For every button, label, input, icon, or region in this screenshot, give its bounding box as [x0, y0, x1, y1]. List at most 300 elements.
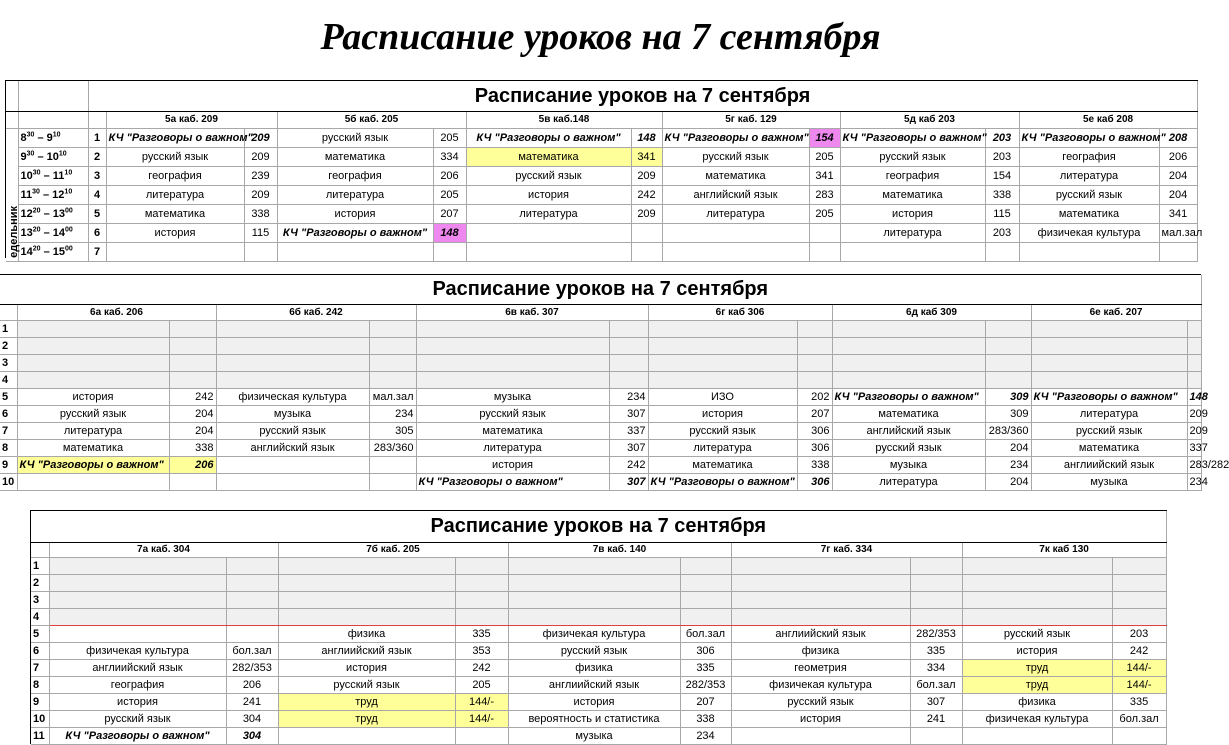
subject-cell: русский язык — [648, 423, 797, 440]
room-cell: 341 — [631, 148, 662, 167]
lesson-time: $9^{30} - 10^{10}$ — [18, 148, 88, 167]
room-cell: 306 — [797, 423, 832, 440]
lesson-number: 6 — [31, 643, 49, 660]
class-header: 5а каб. 209 — [106, 112, 277, 129]
subject-cell: музыка — [416, 389, 609, 406]
subject-cell — [216, 321, 369, 338]
room-cell — [369, 474, 416, 491]
subject-cell: литература — [1019, 167, 1159, 186]
page-title: Расписание уроков на 7 сентября — [320, 16, 881, 58]
room-cell: 204 — [1159, 167, 1197, 186]
subject-cell: литература — [662, 205, 809, 224]
lesson-time: $8^{30} - 9^{10}$ — [18, 129, 88, 148]
subject-cell: математика — [416, 423, 609, 440]
room-cell: 209 — [1187, 423, 1201, 440]
subject-cell: физика — [731, 643, 910, 660]
room-cell: 207 — [433, 205, 466, 224]
subject-cell: физика — [962, 694, 1112, 711]
subject-cell: физичекая культура — [508, 626, 680, 643]
lesson-number: 1 — [0, 321, 17, 338]
room-cell — [680, 575, 731, 592]
corner-cell — [0, 305, 17, 321]
room-cell: 283/360 — [985, 423, 1031, 440]
room-cell: 203 — [1112, 626, 1166, 643]
subject-cell — [648, 372, 797, 389]
room-cell — [369, 355, 416, 372]
subject-cell — [731, 609, 910, 626]
lesson-number: 4 — [88, 186, 106, 205]
room-cell — [609, 372, 648, 389]
room-cell: 204 — [1159, 186, 1197, 205]
class-header: 7б каб. 205 — [278, 543, 508, 558]
room-cell — [369, 372, 416, 389]
subject-cell: ИЗО — [648, 389, 797, 406]
class-header: 6е каб. 207 — [1031, 305, 1201, 321]
schedule-title: Расписание уроков на 7 сентября — [88, 81, 1197, 112]
room-cell: 242 — [169, 389, 216, 406]
room-cell: 283/282 — [1187, 457, 1201, 474]
room-cell: 335 — [455, 626, 508, 643]
room-cell — [1187, 355, 1201, 372]
subject-cell: география — [277, 167, 433, 186]
room-cell — [1112, 728, 1166, 745]
subject-cell — [508, 558, 680, 575]
room-cell: 154 — [985, 167, 1019, 186]
time-start-hour: 10 — [20, 170, 33, 182]
subject-cell: история — [962, 643, 1112, 660]
room-cell — [369, 338, 416, 355]
room-cell — [1159, 243, 1197, 262]
subject-cell: математика — [1031, 440, 1187, 457]
room-cell: 204 — [169, 406, 216, 423]
room-cell: 144/- — [455, 694, 508, 711]
subject-cell: литература — [416, 440, 609, 457]
room-cell: бол.зал — [1112, 711, 1166, 728]
subject-cell — [1031, 338, 1187, 355]
subject-cell — [216, 474, 369, 491]
room-cell: 341 — [809, 167, 840, 186]
subject-cell — [416, 321, 609, 338]
time-end-hour: 11 — [52, 170, 65, 182]
room-cell: 148 — [1187, 389, 1201, 406]
room-cell — [169, 355, 216, 372]
room-cell: 306 — [797, 474, 832, 491]
room-cell: 205 — [433, 129, 466, 148]
room-cell: бол.зал — [910, 677, 962, 694]
lesson-time: $12^{20} - 13^{00}$ — [18, 205, 88, 224]
room-cell: 234 — [1187, 474, 1201, 491]
class-header: 7г каб. 334 — [731, 543, 962, 558]
room-cell: 234 — [369, 406, 416, 423]
schedule-grade6 — [0, 274, 1229, 493]
room-cell: 209 — [244, 148, 277, 167]
subject-cell: история — [17, 389, 169, 406]
subject-cell — [466, 243, 631, 262]
subject-cell: история — [416, 457, 609, 474]
room-cell — [910, 558, 962, 575]
subject-cell: литература — [106, 186, 244, 205]
time-start-min: 30 — [32, 188, 40, 196]
room-cell: бол.зал — [680, 626, 731, 643]
room-cell: 282/353 — [226, 660, 278, 677]
subject-cell: математика — [662, 167, 809, 186]
subject-cell: КЧ "Разговоры о важном" — [840, 129, 985, 148]
room-cell — [797, 372, 832, 389]
room-cell: 338 — [797, 457, 832, 474]
subject-cell — [49, 575, 226, 592]
subject-cell: русский язык — [1031, 423, 1187, 440]
room-cell: 206 — [226, 677, 278, 694]
room-cell — [169, 338, 216, 355]
subject-cell: английский язык — [832, 423, 985, 440]
subject-cell: история — [277, 205, 433, 224]
class-header: 6б каб. 242 — [216, 305, 416, 321]
class-header: 7в каб. 140 — [508, 543, 731, 558]
room-cell — [226, 558, 278, 575]
room-cell: 207 — [797, 406, 832, 423]
lesson-number: 2 — [88, 148, 106, 167]
lesson-number: 11 — [31, 728, 49, 745]
lesson-number: 3 — [0, 355, 17, 372]
subject-cell: КЧ "Разговоры о важном" — [277, 224, 433, 243]
subject-cell — [962, 558, 1112, 575]
room-cell: 206 — [169, 457, 216, 474]
room-cell: 234 — [609, 389, 648, 406]
class-header: 7к каб 130 — [962, 543, 1166, 558]
room-cell — [631, 243, 662, 262]
room-cell: 305 — [369, 423, 416, 440]
room-cell: 242 — [1112, 643, 1166, 660]
subject-cell — [832, 321, 985, 338]
lesson-number: 10 — [31, 711, 49, 728]
subject-cell — [731, 592, 910, 609]
corner-cell — [6, 112, 18, 129]
subject-cell — [49, 558, 226, 575]
room-cell: 335 — [910, 643, 962, 660]
subject-cell: КЧ "Разговоры о важном" — [648, 474, 797, 491]
room-cell: 307 — [910, 694, 962, 711]
room-cell: 306 — [797, 440, 832, 457]
subject-cell: КЧ "Разговоры о важном" — [106, 129, 244, 148]
subject-cell: геометрия — [731, 660, 910, 677]
subject-cell: труд — [278, 694, 455, 711]
room-cell — [455, 592, 508, 609]
room-cell: 335 — [1112, 694, 1166, 711]
subject-cell: география — [840, 167, 985, 186]
room-cell — [226, 575, 278, 592]
subject-cell: англиийский язык — [49, 660, 226, 677]
weekday-text: едельник — [8, 206, 20, 258]
subject-cell — [962, 728, 1112, 745]
subject-cell: русский язык — [277, 129, 433, 148]
room-cell: 241 — [226, 694, 278, 711]
lesson-number: 7 — [0, 423, 17, 440]
room-cell: мал.зал — [369, 389, 416, 406]
lesson-number: 2 — [31, 575, 49, 592]
subject-cell: математика — [840, 186, 985, 205]
room-cell: 334 — [910, 660, 962, 677]
room-cell: 154 — [809, 129, 840, 148]
room-cell — [985, 372, 1031, 389]
room-cell — [369, 457, 416, 474]
lesson-time: $10^{30} - 11^{10}$ — [18, 167, 88, 186]
corner-cell — [18, 112, 88, 129]
room-cell: 307 — [609, 474, 648, 491]
subject-cell — [49, 592, 226, 609]
time-start-min: 20 — [32, 207, 41, 215]
room-cell — [455, 728, 508, 745]
subject-cell: КЧ "Разговоры о важном" — [17, 457, 169, 474]
subject-cell — [648, 321, 797, 338]
lesson-number: 3 — [31, 592, 49, 609]
room-cell: 338 — [680, 711, 731, 728]
room-cell — [809, 224, 840, 243]
subject-cell — [508, 609, 680, 626]
time-end-hour: 10 — [46, 151, 59, 163]
subject-cell: математика — [106, 205, 244, 224]
time-start-hour: 9 — [20, 151, 27, 163]
subject-cell: математика — [17, 440, 169, 457]
subject-cell: английский язык — [216, 440, 369, 457]
room-cell: 283 — [809, 186, 840, 205]
room-cell: 334 — [433, 148, 466, 167]
subject-cell — [662, 243, 809, 262]
room-cell — [1187, 338, 1201, 355]
room-cell — [797, 355, 832, 372]
room-cell — [1187, 372, 1201, 389]
room-cell — [809, 243, 840, 262]
subject-cell: русский язык — [662, 148, 809, 167]
room-cell: 209 — [631, 205, 662, 224]
subject-cell: КЧ "Разговоры о важном" — [1019, 129, 1159, 148]
corner-cell — [88, 112, 106, 129]
subject-cell — [278, 592, 455, 609]
room-cell — [797, 338, 832, 355]
subject-cell: англиийский язык — [278, 643, 455, 660]
room-cell — [226, 626, 278, 643]
time-start-hour: 12 — [20, 208, 33, 220]
subject-cell: русский язык — [216, 423, 369, 440]
room-cell: 234 — [985, 457, 1031, 474]
room-cell — [985, 321, 1031, 338]
subject-cell: история — [466, 186, 631, 205]
room-cell — [244, 243, 277, 262]
subject-cell: физическая культура — [216, 389, 369, 406]
time-start-min: 30 — [26, 150, 35, 158]
subject-cell: физичекая культура — [731, 677, 910, 694]
lesson-number: 6 — [0, 406, 17, 423]
room-cell: 338 — [985, 186, 1019, 205]
subject-cell — [216, 372, 369, 389]
subject-cell: английский язык — [662, 186, 809, 205]
lesson-time: $11^{30} - 12^{10}$ — [18, 186, 88, 205]
room-cell — [609, 321, 648, 338]
room-cell — [910, 575, 962, 592]
room-cell: 208 — [1159, 129, 1197, 148]
room-cell — [797, 321, 832, 338]
room-cell: 282/353 — [680, 677, 731, 694]
subject-cell: история — [508, 694, 680, 711]
room-cell — [169, 372, 216, 389]
subject-cell: география — [106, 167, 244, 186]
room-cell — [680, 592, 731, 609]
subject-cell — [648, 355, 797, 372]
subject-cell — [49, 609, 226, 626]
time-start-hour: 13 — [20, 227, 33, 239]
lesson-number: 2 — [0, 338, 17, 355]
lesson-number: 7 — [88, 243, 106, 262]
room-cell — [455, 558, 508, 575]
subject-cell: КЧ "Разговоры о важном" — [1031, 389, 1187, 406]
time-start-min: 20 — [32, 245, 41, 253]
subject-cell — [17, 338, 169, 355]
room-cell: 242 — [631, 186, 662, 205]
subject-cell — [216, 355, 369, 372]
subject-cell: русский язык — [832, 440, 985, 457]
subject-cell: КЧ "Разговоры о важном" — [832, 389, 985, 406]
subject-cell: русский язык — [106, 148, 244, 167]
subject-cell — [648, 338, 797, 355]
subject-cell: литература — [648, 440, 797, 457]
subject-cell — [17, 321, 169, 338]
room-cell — [226, 609, 278, 626]
lesson-number: 1 — [31, 558, 49, 575]
room-cell — [910, 592, 962, 609]
subject-cell: математика — [466, 148, 631, 167]
subject-cell: история — [840, 205, 985, 224]
room-cell: 338 — [169, 440, 216, 457]
time-start-min: 20 — [32, 226, 41, 234]
schedule-title: Расписание уроков на 7 сентября — [31, 511, 1166, 543]
room-cell: 205 — [433, 186, 466, 205]
room-cell: 282/353 — [910, 626, 962, 643]
subject-cell: труд — [962, 660, 1112, 677]
time-end-min: 00 — [65, 207, 73, 215]
class-header: 5г каб. 129 — [662, 112, 840, 129]
subject-cell: русский язык — [278, 677, 455, 694]
subject-cell: история — [278, 660, 455, 677]
lesson-number: 6 — [88, 224, 106, 243]
subject-cell — [278, 609, 455, 626]
subject-cell: вероятность и статистика — [508, 711, 680, 728]
room-cell: 309 — [985, 389, 1031, 406]
room-cell — [433, 243, 466, 262]
time-end-min: 10 — [64, 169, 73, 177]
subject-cell — [731, 558, 910, 575]
subject-cell: физика — [278, 626, 455, 643]
room-cell — [680, 558, 731, 575]
lesson-number: 8 — [0, 440, 17, 457]
lesson-number: 5 — [0, 389, 17, 406]
time-start-hour: 14 — [20, 246, 33, 258]
room-cell: 206 — [1159, 148, 1197, 167]
subject-cell: история — [648, 406, 797, 423]
lesson-number: 9 — [0, 457, 17, 474]
room-cell: бол.зал — [226, 643, 278, 660]
subject-cell — [416, 355, 609, 372]
subject-cell: литература — [832, 474, 985, 491]
room-cell: 337 — [609, 423, 648, 440]
time-start-hour: 8 — [20, 132, 27, 144]
room-cell: 283/360 — [369, 440, 416, 457]
room-cell: 304 — [226, 711, 278, 728]
class-header: 6в каб. 307 — [416, 305, 648, 321]
time-end-hour: 15 — [52, 246, 66, 258]
room-cell: 353 — [455, 643, 508, 660]
room-cell: мал.зал — [1159, 224, 1197, 243]
subject-cell — [962, 609, 1112, 626]
subject-cell — [508, 575, 680, 592]
room-cell: 203 — [985, 148, 1019, 167]
lesson-number: 9 — [31, 694, 49, 711]
subject-cell — [466, 224, 631, 243]
time-end-min: 00 — [65, 245, 73, 253]
subject-cell — [216, 338, 369, 355]
subject-cell: история — [731, 711, 910, 728]
subject-cell: литература — [466, 205, 631, 224]
room-cell: 209 — [244, 186, 277, 205]
class-header: 6г каб 306 — [648, 305, 832, 321]
subject-cell — [1019, 243, 1159, 262]
corner-cell — [31, 543, 49, 558]
room-cell: 203 — [985, 129, 1019, 148]
room-cell: 148 — [631, 129, 662, 148]
subject-cell — [278, 575, 455, 592]
time-end-hour: 9 — [46, 132, 53, 144]
class-header: 6д каб 309 — [832, 305, 1031, 321]
subject-cell: география — [1019, 148, 1159, 167]
subject-cell: музыка — [1031, 474, 1187, 491]
room-cell — [1112, 592, 1166, 609]
lesson-number: 7 — [31, 660, 49, 677]
subject-cell — [840, 243, 985, 262]
weekday-label — [6, 129, 18, 262]
subject-cell: математика — [277, 148, 433, 167]
lesson-number: 10 — [0, 474, 17, 491]
subject-cell: физичекая культура — [1019, 224, 1159, 243]
room-cell — [1187, 321, 1201, 338]
room-cell — [1112, 575, 1166, 592]
room-cell — [609, 355, 648, 372]
time-start-min: 30 — [32, 169, 41, 177]
subject-cell: литература — [277, 186, 433, 205]
subject-cell: труд — [962, 677, 1112, 694]
room-cell — [169, 321, 216, 338]
room-cell: 242 — [609, 457, 648, 474]
time-end-min: 00 — [65, 226, 73, 234]
subject-cell — [662, 224, 809, 243]
subject-cell — [17, 372, 169, 389]
class-header: 7а каб. 304 — [49, 543, 278, 558]
room-cell: 207 — [680, 694, 731, 711]
subject-cell: литература — [840, 224, 985, 243]
room-cell: 234 — [680, 728, 731, 745]
subject-cell: англиийский язык — [731, 626, 910, 643]
schedule-grade5 — [5, 80, 1203, 258]
room-cell: 144/- — [455, 711, 508, 728]
room-cell — [910, 609, 962, 626]
subject-cell — [17, 474, 169, 491]
subject-cell: математика — [648, 457, 797, 474]
room-cell: 307 — [609, 440, 648, 457]
subject-cell: история — [49, 694, 226, 711]
room-cell: 341 — [1159, 205, 1197, 224]
time-end-min: 10 — [64, 188, 73, 196]
subject-cell — [49, 626, 226, 643]
room-cell — [455, 575, 508, 592]
subject-cell: физичекая культура — [962, 711, 1112, 728]
subject-cell: труд — [278, 711, 455, 728]
